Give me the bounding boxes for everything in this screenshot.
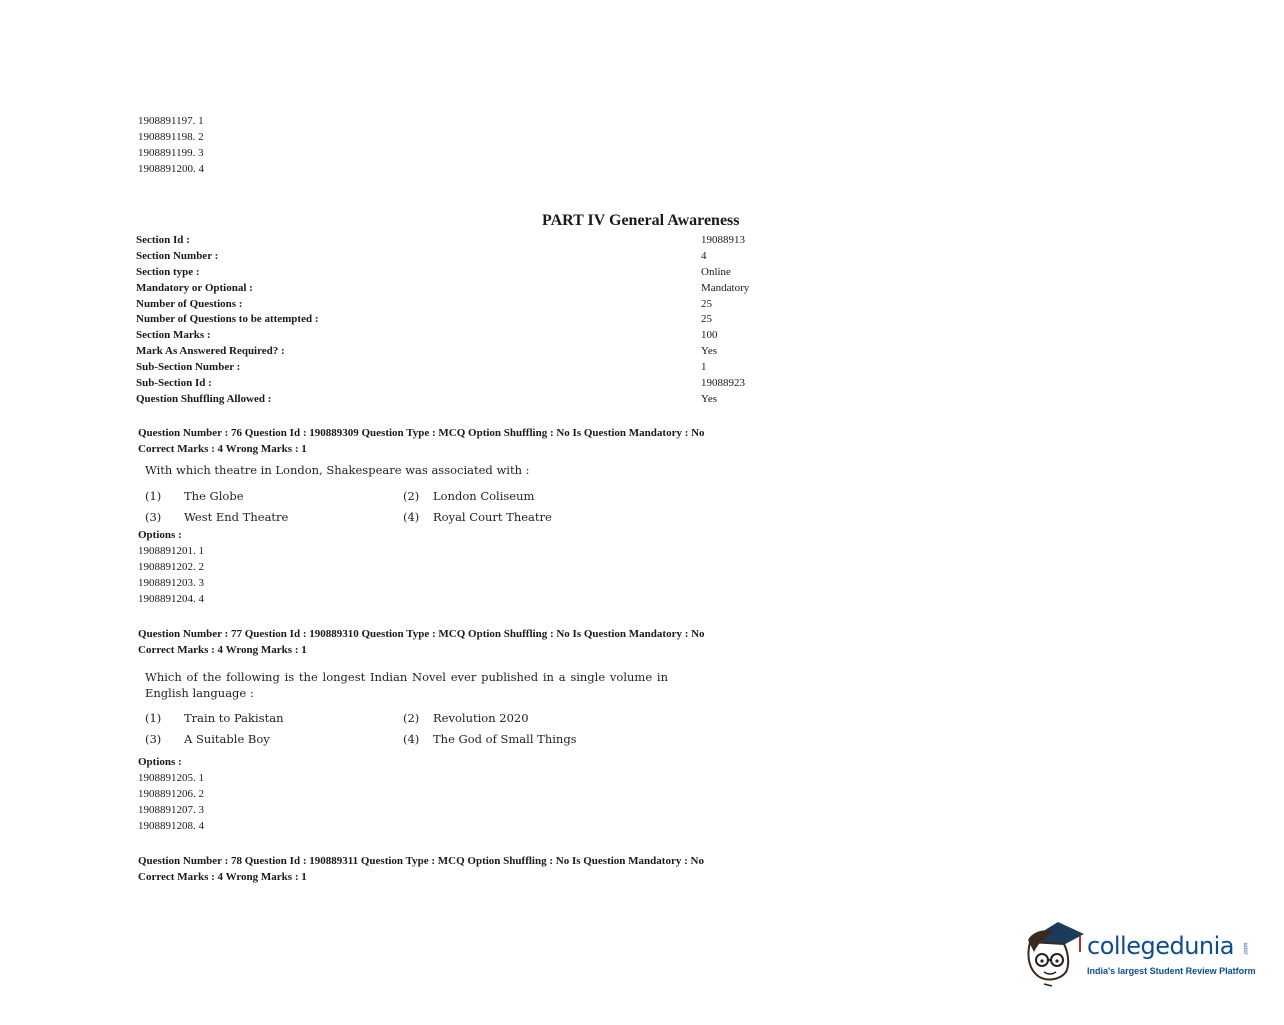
question-marks: Correct Marks : 4 Wrong Marks : 1 (138, 871, 307, 883)
meta-value: 25 (701, 297, 712, 310)
options-label: Options : (138, 529, 182, 541)
meta-value: Yes (701, 345, 718, 358)
answer-choice (403, 732, 577, 746)
meta-value: 4 (701, 249, 707, 262)
question-header: Question Number : 78 Question Id : 190889311 Question Type : MCQ Option Shuffling : No Is Question Mandatory : No (138, 855, 704, 867)
choice-text: Royal Court Theatre (433, 510, 552, 524)
option-code: 1908891208. 4 (138, 820, 204, 832)
option-code: 1908891206. 2 (138, 788, 204, 800)
meta-label: Sub-Section Number : (136, 361, 241, 374)
option-code: 1908891207. 3 (138, 804, 204, 816)
meta-value: Mandatory (701, 281, 750, 294)
answer-choice (145, 711, 283, 725)
question-text: Which of the following is the longest Indian Novel ever published in a single volume in (145, 670, 668, 684)
meta-label: Section Id : (136, 234, 190, 246)
meta-value: Online (701, 265, 731, 278)
previous-options-list (138, 113, 204, 177)
options-list (138, 527, 204, 607)
meta-label: Section Marks : (136, 329, 211, 342)
choice-text: The Globe (184, 489, 244, 503)
option-code: 1908891198. 2 (138, 131, 204, 143)
option-code: 1908891204. 4 (138, 593, 204, 605)
brand-tagline: India's largest Student Review Platform (1087, 966, 1256, 976)
choice-number: (2) (403, 711, 420, 725)
option-code: 1908891200. 4 (138, 163, 204, 175)
choice-text: West End Theatre (184, 510, 289, 524)
meta-label: Section Number : (136, 249, 219, 262)
brand-domain: .com (1243, 942, 1250, 956)
option-code: 1908891203. 3 (138, 577, 204, 589)
option-code: 1908891201. 1 (138, 545, 204, 557)
choice-number: (3) (145, 510, 162, 524)
choice-text: The God of Small Things (433, 732, 577, 746)
options-label: Options : (138, 756, 182, 768)
meta-label: Mandatory or Optional : (136, 281, 253, 294)
question-text: English language : (145, 686, 254, 700)
meta-value: 19088913 (701, 234, 745, 246)
answer-choice (403, 711, 529, 725)
option-code: 1908891197. 1 (138, 115, 204, 127)
answer-choice (145, 510, 288, 524)
graduate-mascot-icon (1024, 918, 1086, 990)
choice-number: (4) (403, 510, 420, 524)
answer-choice (145, 489, 244, 503)
option-code: 1908891202. 2 (138, 561, 204, 573)
meta-value: Yes (701, 392, 718, 405)
question-marks: Correct Marks : 4 Wrong Marks : 1 (138, 644, 307, 656)
answer-choice (145, 732, 270, 746)
choice-text: Train to Pakistan (184, 711, 284, 725)
answer-choice (403, 489, 534, 503)
choice-number: (1) (145, 711, 162, 725)
options-list (138, 754, 204, 834)
brand-name: collegedunia (1087, 932, 1235, 960)
choice-text: A Suitable Boy (184, 732, 270, 746)
choice-number: (2) (403, 489, 420, 503)
question-header: Question Number : 76 Question Id : 190889309 Question Type : MCQ Option Shuffling : No Is Question Mandatory : No (138, 427, 705, 439)
question-text: With which theatre in London, Shakespeare was associated with : (145, 463, 530, 477)
meta-label: Section type : (136, 265, 200, 278)
meta-label: Number of Questions to be attempted : (136, 313, 319, 326)
question-marks: Correct Marks : 4 Wrong Marks : 1 (138, 443, 307, 455)
answer-choice (403, 510, 552, 524)
meta-value: 1 (701, 361, 707, 374)
question-header: Question Number : 77 Question Id : 190889310 Question Type : MCQ Option Shuffling : No Is Question Mandatory : No (138, 628, 705, 640)
meta-label: Mark As Answered Required? : (136, 345, 285, 358)
part-title: PART IV General Awareness (542, 212, 740, 229)
choice-number: (3) (145, 732, 162, 746)
meta-label: Sub-Section Id : (136, 377, 212, 390)
choice-number: (1) (145, 489, 162, 503)
choice-text: London Coliseum (433, 489, 535, 503)
meta-value: 25 (701, 313, 712, 326)
meta-value: 100 (701, 329, 718, 342)
choice-number: (4) (403, 732, 420, 746)
choice-text: Revolution 2020 (433, 711, 529, 725)
meta-value: 19088923 (701, 377, 745, 390)
option-code: 1908891199. 3 (138, 147, 204, 159)
option-code: 1908891205. 1 (138, 772, 204, 784)
meta-label: Number of Questions : (136, 297, 243, 310)
meta-label: Question Shuffling Allowed : (136, 392, 272, 405)
